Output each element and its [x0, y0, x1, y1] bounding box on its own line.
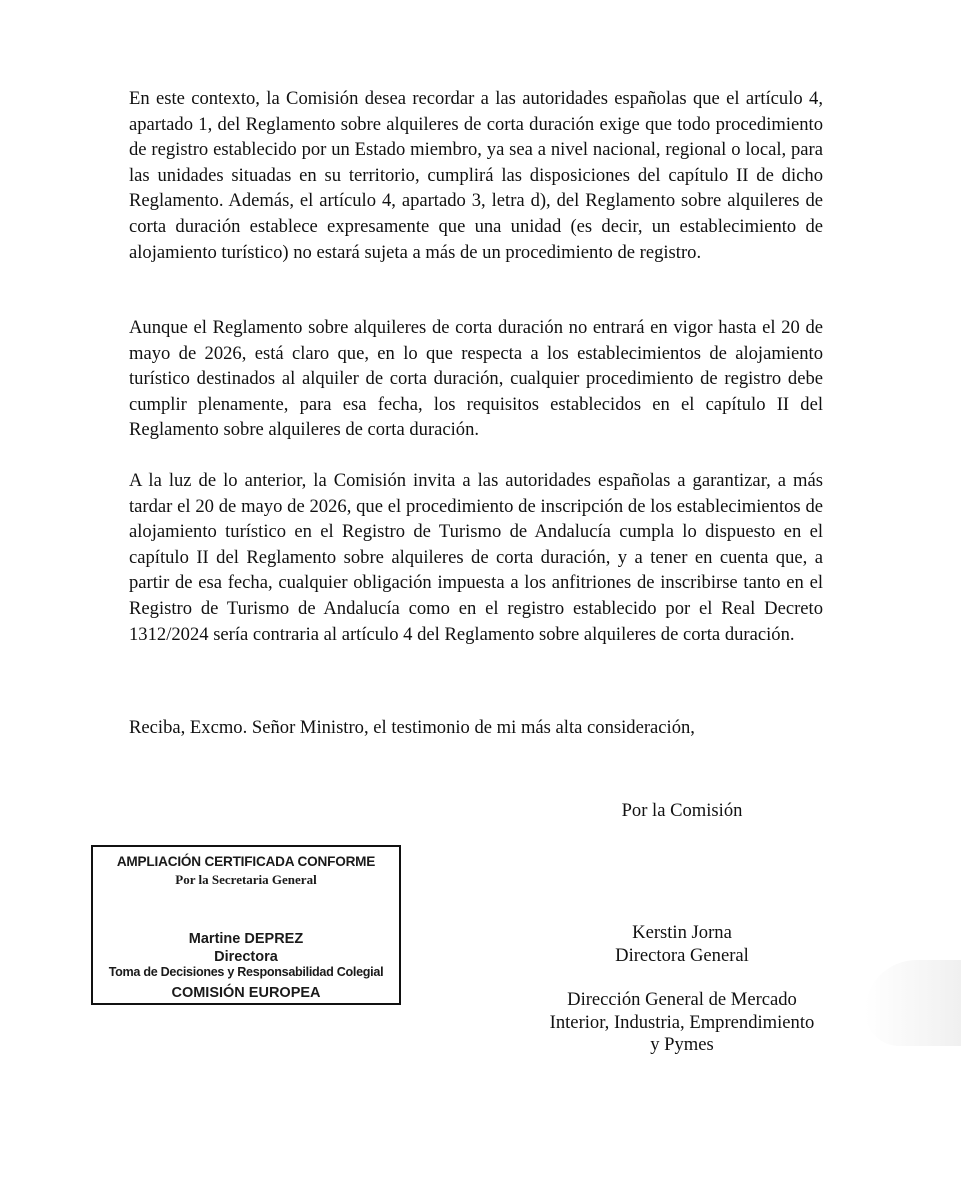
certification-stamp [91, 845, 401, 1005]
signature-spacer [520, 967, 844, 989]
department-line-1: Dirección General de Mercado [567, 989, 797, 1010]
department-line-2: Interior, Industria, Emprendimiento [549, 1011, 815, 1033]
closing-salutation: Reciba, Excmo. Señor Ministro, el testimonio de mi más alta consideración, [129, 717, 695, 738]
signatory-name: Kerstin Jorna [632, 922, 732, 943]
stamp-organization: COMISIÓN EUROPEA [171, 985, 321, 1001]
stamp-unit: Toma de Decisiones y Responsabilidad Colegial [108, 965, 384, 979]
body-paragraph-1: En este contexto, la Comisión desea recordar a las autoridades españolas que el artículo 4, apartado 1, del Reglamento sobre alquileres de corta duración exige que todo procedimiento de registro establecido por un Estado miembro, ya sea a nivel nacional, regional o local, para las unidades situadas en su territorio, cumplirá las disposiciones del capítulo II de dicho Reglamento. Además, el artículo 4, apartado 3, letra d), del Reglamento sobre alquileres de corta duración establece expresamente que una unidad (es decir, un establecimiento de alojamiento turístico) no estará sujeta a más de un procedimiento de registro. [129, 88, 823, 263]
signature-block [520, 922, 844, 1057]
stamp-role: Directora [214, 949, 278, 965]
body-paragraph-2: Aunque el Reglamento sobre alquileres de corta duración no entrará en vigor hasta el 20 de mayo de 2026, está claro que, en lo que respecta a los establecimientos de alojamiento turístico destinados al alquiler de corta duración, cualquier procedimiento de registro debe cumplir plenamente, para esa fecha, los requisitos establecidos en el capítulo II del Reglamento sobre alquileres de corta duración. [129, 317, 823, 441]
department-line-3: y Pymes [650, 1034, 714, 1055]
stamp-title: AMPLIACIÓN CERTIFICADA CONFORME [116, 854, 376, 869]
stamp-subtitle: Por la Secretaria General [175, 872, 317, 887]
stamp-name: Martine DEPREZ [188, 931, 304, 947]
body-paragraph-3: A la luz de lo anterior, la Comisión invita a las autoridades españolas a garantizar, a más tardar el 20 de mayo de 2026, que el procedimiento de inscripción de los establecimientos de alojamiento turístico en el Registro de Turismo de Andalucía cumpla lo dispuesto en el capítulo II del Reglamento sobre alquileres de corta duración, y a tener en cuenta que, a partir de esa fecha, cualquier obligación impuesta a los anfitriones de inscribirse tanto en el Registro de Turismo de Andalucía como en el registro establecido por el Real Decreto 1312/2024 sería contraria al artículo 4 del Reglamento sobre alquileres de corta duración. [129, 470, 823, 645]
on-behalf-line: Por la Comisión [621, 800, 743, 821]
page-edge-shadow [865, 960, 961, 1046]
signatory-title: Directora General [615, 944, 749, 966]
